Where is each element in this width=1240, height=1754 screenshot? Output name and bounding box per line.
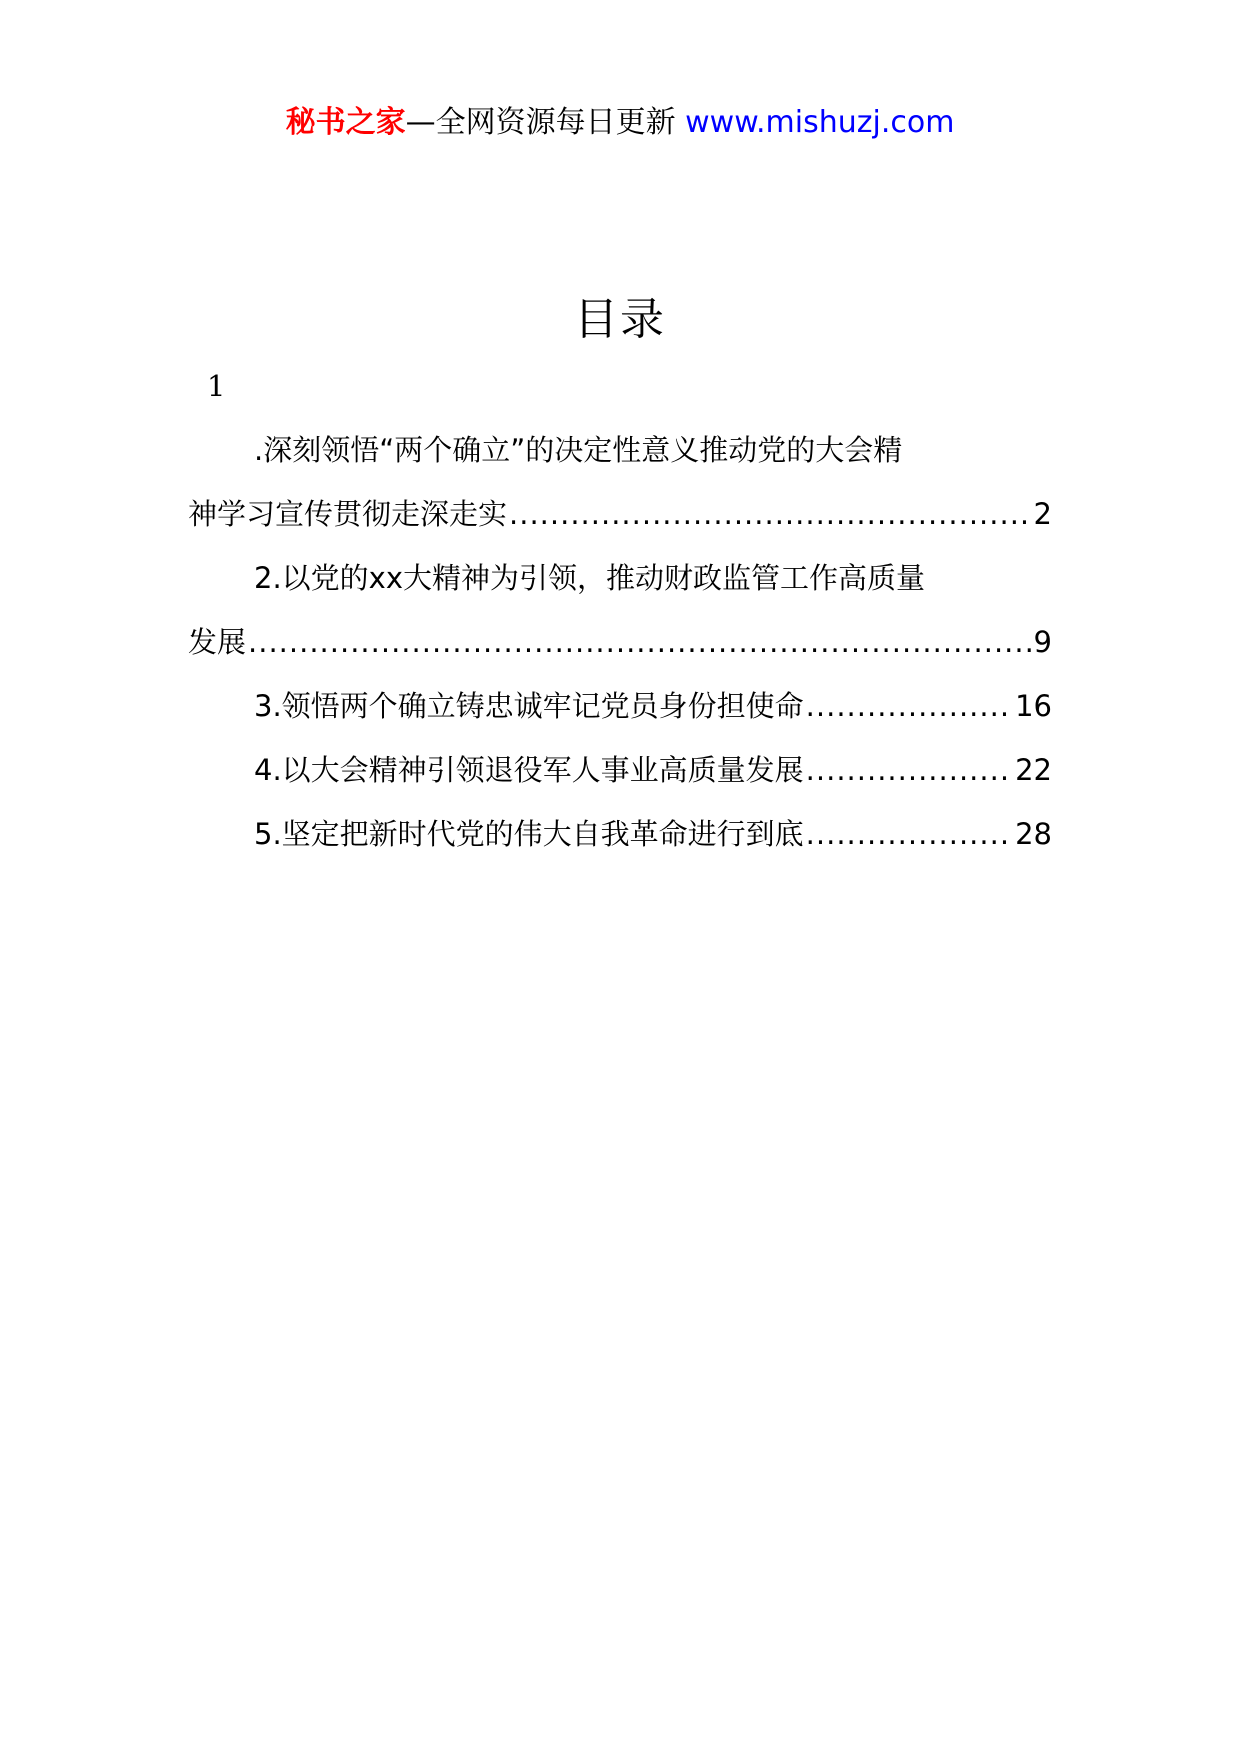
dot-leader	[806, 738, 1013, 802]
dot-leader	[806, 802, 1013, 866]
toc-entry-5[interactable]	[188, 802, 1052, 866]
toc-entry-4-title: 4.以大会精神引领退役军人事业高质量发展	[254, 753, 804, 787]
toc-entry-1-title-part-2: 神学习宣传贯彻走深走实	[188, 497, 508, 531]
stray-number: 1	[207, 369, 226, 403]
toc-entry-3-title: 3.领悟两个确立铸忠诚牢记党员身份担使命	[254, 689, 804, 723]
toc-entry-4[interactable]	[188, 738, 1052, 802]
toc-entry-1-line-2[interactable]	[188, 482, 1052, 546]
table-of-contents	[188, 418, 1052, 866]
toc-entry-5-page: 28	[1015, 817, 1052, 851]
toc-entry-4-page: 22	[1015, 753, 1052, 787]
toc-title: 目录	[574, 294, 666, 345]
toc-entry-1-line-1[interactable]	[188, 418, 1052, 482]
toc-entry-2-title-part-2: 发展	[188, 625, 247, 659]
toc-entry-1-page: 2	[1033, 497, 1052, 531]
brand-name: 秘书之家	[285, 105, 406, 140]
toc-entry-2-title-part-1: 2.以党的xx大精神为引领，推动财政监管工作高质量	[254, 561, 925, 595]
toc-entry-5-title: 5.坚定把新时代党的伟大自我革命进行到底	[254, 817, 804, 851]
toc-entry-2-page: 9	[1033, 625, 1052, 659]
banner-slogan: —全网资源每日更新	[405, 105, 676, 140]
site-url-link[interactable]: www.mishuzj.com	[685, 105, 955, 140]
dot-leader	[248, 610, 1032, 674]
toc-entry-3-page: 16	[1015, 689, 1052, 723]
toc-entry-2-line-1[interactable]	[188, 546, 1052, 610]
toc-entry-3[interactable]	[188, 674, 1052, 738]
site-banner	[0, 100, 1240, 146]
toc-entry-2-line-2[interactable]	[188, 610, 1052, 674]
dot-leader	[509, 482, 1032, 546]
dot-leader	[806, 674, 1013, 738]
toc-entry-1-title-part-1: .深刻领悟“两个确立”的决定性意义推动党的大会精	[254, 433, 903, 467]
